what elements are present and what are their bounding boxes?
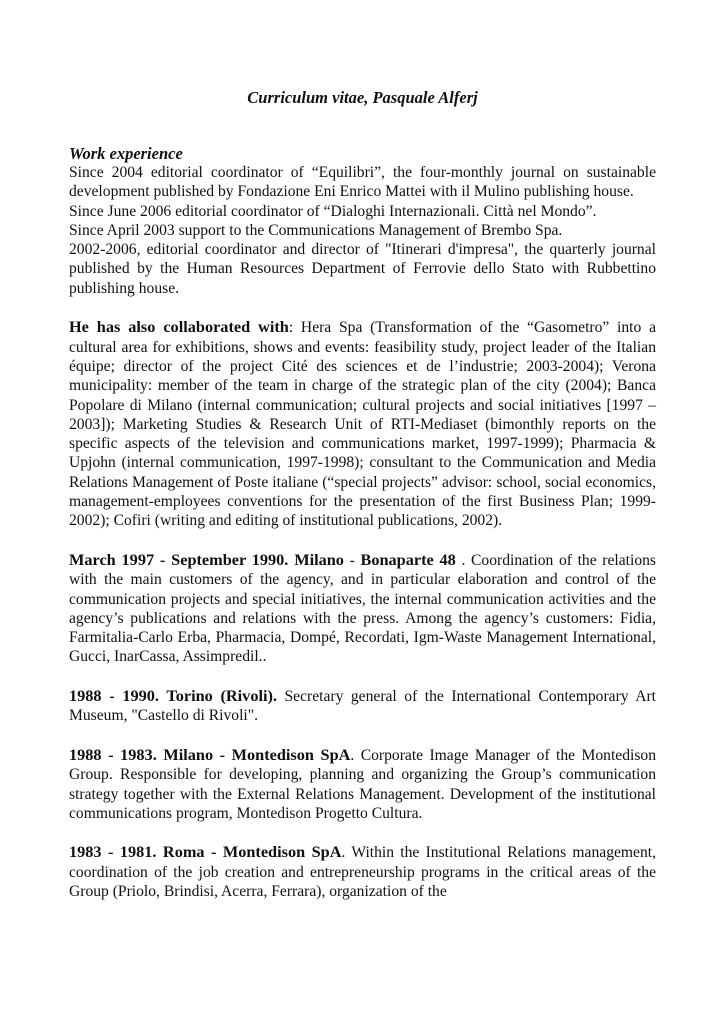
- entry-text: . Corporate Image Manager of the Montedison Group. Responsible for developing, planning and organizing the Group’s communication strategy together with the External Relations Management. Development of the institutional communications program, Montedison Progetto Cultura.: [69, 746, 656, 822]
- work-line: 2002-2006, editorial coordinator and director of "Itinerari d'impresa", the quarterly journal published by the Human Resources Department of Ferrovie dello Stato with Rubbettino publishing house.: [69, 241, 656, 297]
- entry-montedison-roma: [69, 842, 656, 901]
- entry-collaborations: [69, 317, 656, 530]
- entry-text: Secretary general of the International Contemporary Art Museum, "Castello di Rivoli".: [69, 688, 656, 725]
- entry-lead-2: Bonaparte 48: [360, 549, 456, 569]
- entry-text: . Coordination of the relations with the main customers of the agency, and in particular elaboration and control of the communication projects and special initiatives, the internal communication activities and the agency’s publications and relations with the press. Among the agency’s customers: Fidia, Farmitalia-Carlo Erba, Pharmacia, Dompé, Recordati, Igm-Waste Management International, Gucci, InarCassa, Assimpredil..: [69, 551, 656, 666]
- entry-text: . Within the Institutional Relations management, coordination of the job creation and entrepreneurship programs in the critical areas of the Group (Priolo, Brindisi, Acerra, Ferrara), organization of the: [69, 844, 656, 900]
- work-line: Since April 2003 support to the Communications Management of Brembo Spa.: [69, 221, 563, 239]
- entry-lead: 1988 - 1983. Milano - Montedison SpA: [69, 744, 351, 764]
- document-page: [69, 88, 656, 901]
- document-title: Curriculum vitae, Pasquale Alferj: [247, 88, 478, 107]
- work-line: Since June 2006 editorial coordinator of “Dialoghi Internazionali. Città nel Mondo”.: [69, 202, 597, 220]
- entry-montedison-milano: [69, 745, 656, 823]
- entry-bonaparte: [69, 550, 656, 667]
- entry-lead: He has also collaborated with: [69, 317, 289, 337]
- section-heading-work-experience: Work experience: [69, 144, 183, 163]
- entry-lead: March 1997 - September 1990. Milano: [69, 549, 344, 569]
- entry-rivoli: [69, 686, 656, 726]
- work-line: Since 2004 editorial coordinator of “Equilibri”, the four-monthly journal on sustainable development published by Fondazione Eni Enrico Mattei with il Mulino publishing house.: [69, 164, 656, 201]
- entry-lead: 1983 - 1981. Roma - Montedison SpA: [69, 842, 342, 862]
- entry-separator: -: [343, 551, 361, 569]
- entry-text: : Hera Spa (Transformation of the “Gasometro” into a cultural area for exhibitions, shows and events: feasibility study, project leader of the Italian équipe; director of the project Cité des sciences et de l’industrie; 2003-2004); Verona municipality: member of the team in charge of the strategic plan of the city (2004); Banca Popolare di Milano (internal communication; cultural projects and social initiatives [1997 – 2003]); Marketing Studies & Research Unit of RTI-Mediaset (bimonthly reports on the specific aspects of the television and communications market, 1997-1999); Pharmacia & Upjohn (internal communication, 1997-1998); consultant to the Communication and Media Relations Management of Poste italiane (“special projects” advisor: school, social economics, management-employees conventions for the presentation of the first Business Plan; 1999-2002); Cofiri (writing and editing of institutional publications, 2002).: [69, 319, 656, 530]
- entry-lead: 1988 - 1990. Torino (Rivoli).: [69, 686, 277, 706]
